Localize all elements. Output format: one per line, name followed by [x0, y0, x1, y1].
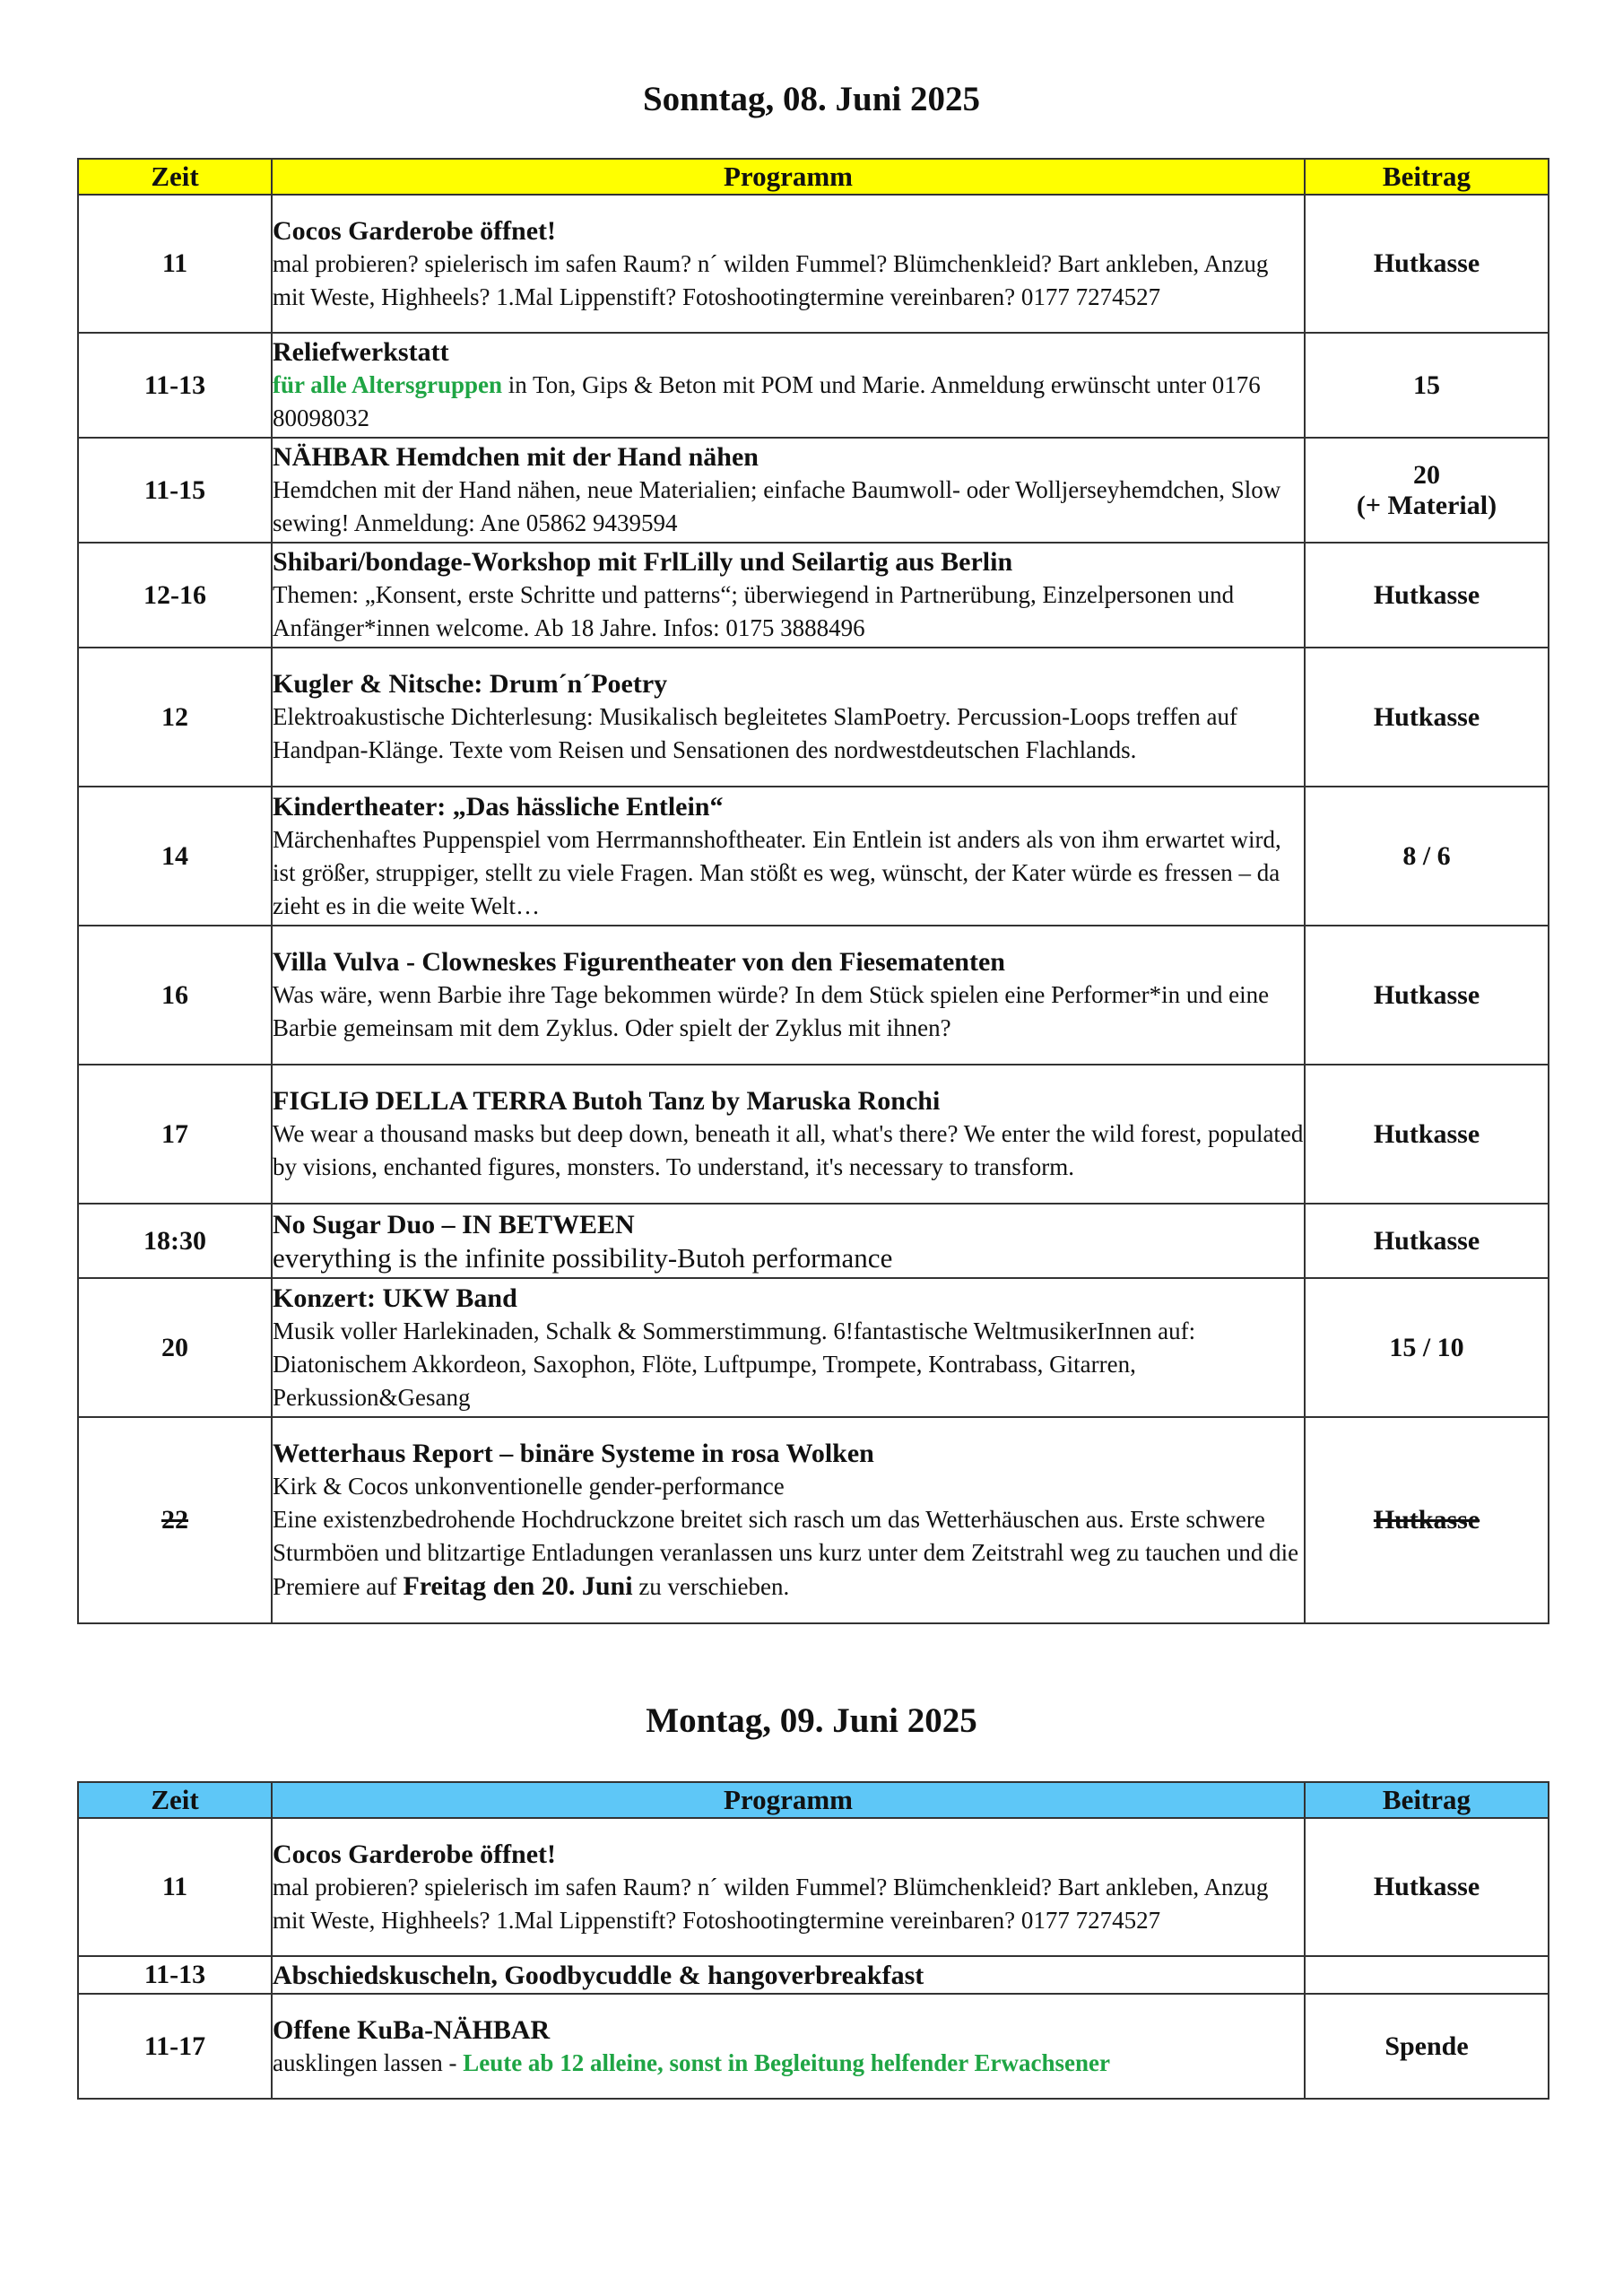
table-row — [78, 1818, 1549, 1956]
program-title: Konzert: UKW Band — [273, 1283, 517, 1313]
program-title: Cocos Garderobe öffnet! — [273, 215, 557, 246]
row-zeit: 11-15 — [78, 438, 272, 543]
program-description: Hemdchen mit der Hand nähen, neue Materialien; einfache Baumwoll- oder Wolljerseyhemdchen, Slow sewing! Anmeldung: Ane 05862 9439594 — [273, 476, 1281, 536]
row-programm — [272, 1278, 1305, 1417]
row-beitrag: Spende — [1305, 1994, 1549, 2099]
row-programm — [272, 1994, 1305, 2099]
table-row — [78, 1417, 1549, 1623]
row-zeit: 11 — [78, 1818, 272, 1956]
row-beitrag: 8 / 6 — [1305, 787, 1549, 926]
row-zeit: 11-13 — [78, 1956, 272, 1994]
row-zeit: 14 — [78, 787, 272, 926]
program-title: Kugler & Nitsche: Drum´n´Poetry — [273, 669, 668, 699]
row-zeit: 22 — [78, 1417, 272, 1623]
schedule-table-sunday — [77, 158, 1549, 1624]
description-text: ausklingen lassen - — [273, 2048, 464, 2076]
row-zeit: 20 — [78, 1278, 272, 1417]
row-zeit: 11-13 — [78, 333, 272, 438]
row-beitrag: Hutkasse — [1305, 1204, 1549, 1278]
row-beitrag: Hutkasse — [1305, 1818, 1549, 1956]
program-description: mal probieren? spielerisch im safen Raum? n´ wilden Fummel? Blümchenkleid? Bart ankleben, Anzug mit Weste, Highheels? 1.Mal Lippenstift? Fotoshootingtermine vereinbaren? 0177 7274527 — [273, 249, 1269, 310]
program-title: Wetterhaus Report – binäre Systeme in rosa Wolken — [273, 1439, 874, 1468]
table-header-row — [78, 159, 1549, 195]
program-title: FIGLIƏ DELLA TERRA Butoh Tanz by Maruska Ronchi — [273, 1086, 941, 1116]
header-programm: Programm — [272, 1782, 1305, 1818]
row-programm — [272, 1956, 1305, 1994]
program-description — [273, 1503, 1304, 1604]
row-zeit: 11 — [78, 195, 272, 333]
program-description: mal probieren? spielerisch im safen Raum? n´ wilden Fummel? Blümchenkleid? Bart ankleben, Anzug mit Weste, Highheels? 1.Mal Lippenstift? Fotoshootingtermine vereinbaren? 0177 7274527 — [273, 1873, 1269, 1934]
program-description: Themen: „Konsent, erste Schritte und patterns“; überwiegend in Partnerübung, Einzelpersonen und Anfänger*innen welcome. Ab 18 Jahre. Infos: 0175 3888496 — [273, 581, 1235, 641]
row-programm — [272, 1417, 1305, 1623]
row-zeit: 16 — [78, 926, 272, 1065]
beitrag-value: 20 — [1413, 459, 1440, 490]
beitrag-note: (+ Material) — [1356, 490, 1497, 520]
table-row — [78, 926, 1549, 1065]
table-header-row — [78, 1782, 1549, 1818]
row-programm — [272, 438, 1305, 543]
table-row — [78, 1956, 1549, 1994]
description-text: in Ton, Gips & Beton mit POM und Marie. Anmeldung erwünscht unter 0176 80098032 — [273, 371, 1261, 431]
table-row — [78, 1065, 1549, 1204]
table-row — [78, 333, 1549, 438]
table-row — [78, 543, 1549, 648]
row-beitrag — [1305, 438, 1549, 543]
row-beitrag: Hutkasse — [1305, 1065, 1549, 1204]
header-beitrag: Beitrag — [1305, 1782, 1549, 1818]
program-title: Cocos Garderobe öffnet! — [273, 1839, 557, 1869]
row-programm — [272, 1065, 1305, 1204]
table-row — [78, 648, 1549, 787]
program-description — [273, 2047, 1304, 2080]
program-title: Kindertheater: „Das hässliche Entlein“ — [273, 791, 724, 822]
row-beitrag: Hutkasse — [1305, 926, 1549, 1065]
row-beitrag: Hutkasse — [1305, 195, 1549, 333]
program-description: everything is the infinite possibility-Butoh performance — [273, 1241, 893, 1274]
row-zeit: 12-16 — [78, 543, 272, 648]
row-beitrag — [1305, 1956, 1549, 1994]
row-zeit: 17 — [78, 1065, 272, 1204]
program-title: NÄHBAR Hemdchen mit der Hand nähen — [273, 442, 759, 472]
program-subtitle: Kirk & Cocos unkonventionelle gender-performance — [273, 1473, 785, 1500]
row-beitrag: Hutkasse — [1305, 1417, 1549, 1623]
day1-title: Sonntag, 08. Juni 2025 — [642, 80, 981, 118]
program-description: Was wäre, wenn Barbie ihre Tage bekommen würde? In dem Stück spielen eine Performer*in und eine Barbie gemeinsam mit dem Zyklus. Oder spielt der Zyklus mit ihnen? — [273, 981, 1270, 1041]
table-row — [78, 1204, 1549, 1278]
green-highlight: für alle Altersgruppen — [273, 371, 502, 398]
table-row — [78, 1994, 1549, 2099]
green-highlight: Leute ab 12 alleine, sonst in Begleitung helfender Erwachsener — [463, 2048, 1110, 2076]
table-row — [78, 787, 1549, 926]
description-end: zu verschieben. — [632, 1573, 790, 1600]
header-zeit: Zeit — [78, 159, 272, 195]
program-title: Shibari/bondage-Workshop mit FrlLilly und Seilartig aus Berlin — [273, 547, 1013, 577]
header-beitrag: Beitrag — [1305, 159, 1549, 195]
row-programm — [272, 543, 1305, 648]
header-zeit: Zeit — [78, 1782, 272, 1818]
table-row — [78, 438, 1549, 543]
day2-title: Montag, 09. Juni 2025 — [646, 1701, 977, 1740]
row-zeit: 18:30 — [78, 1204, 272, 1278]
row-programm — [272, 333, 1305, 438]
program-description — [273, 369, 1304, 435]
program-title: Villa Vulva - Clowneskes Figurentheater von den Fiesematenten — [273, 947, 1005, 977]
schedule-table-monday — [77, 1781, 1549, 2100]
program-description: Musik voller Harlekinaden, Schalk & Sommerstimmung. 6!fantastische WeltmusikerInnen auf: Diatonischem Akkordeon, Saxophon, Flöte, Luftpumpe, Trompete, Kontrabass, Gitarren, Perkussion&Gesang — [273, 1317, 1196, 1411]
row-beitrag: Hutkasse — [1305, 648, 1549, 787]
header-programm: Programm — [272, 159, 1305, 195]
program-description: Märchenhaftes Puppenspiel vom Herrmannshoftheater. Ein Entlein ist anders als von ihm erwartet wird, ist größer, struppiger, stellt zu viele Fragen. Man stößt es weg, wünscht, der Kater würde es fressen – da zieht es in die weite Welt… — [273, 825, 1281, 919]
row-zeit: 11-17 — [78, 1994, 272, 2099]
table-row — [78, 195, 1549, 333]
row-beitrag: 15 / 10 — [1305, 1278, 1549, 1417]
row-beitrag: Hutkasse — [1305, 543, 1549, 648]
program-description: We wear a thousand masks but deep down, beneath it all, what's there? We enter the wild forest, populated by visions, enchanted figures, monsters. To understand, it's necessary to transform. — [273, 1120, 1304, 1180]
program-description: Elektroakustische Dichterlesung: Musikalisch begleitetes SlamPoetry. Percussion-Loops treffen auf Handpan-Klänge. Texte vom Reisen und Sensationen des nordwestdeutschen Flachlands. — [273, 703, 1237, 763]
program-title: Abschiedskuscheln, Goodbycuddle & hangoverbreakfast — [273, 1960, 924, 1990]
row-programm — [272, 195, 1305, 333]
row-programm — [272, 926, 1305, 1065]
program-title: Reliefwerkstatt — [273, 337, 449, 367]
table-row — [78, 1278, 1549, 1417]
program-title: No Sugar Duo – IN BETWEEN — [273, 1209, 635, 1239]
row-zeit: 12 — [78, 648, 272, 787]
row-beitrag: 15 — [1305, 333, 1549, 438]
row-programm — [272, 1204, 1305, 1278]
row-programm — [272, 787, 1305, 926]
program-title: Offene KuBa-NÄHBAR — [273, 2014, 551, 2045]
description-text: Eine existenzbedrohende Hochdruckzone breitet sich rasch um das Wetterhäuschen aus. Erste schwere Sturmböen und blitzartige Entladungen veranlassen uns kurz unter dem Zeitstrahl weg zu tauchen und die Premiere auf — [273, 1506, 1299, 1600]
row-programm — [272, 648, 1305, 787]
description-date: Freitag den 20. Juni — [403, 1571, 633, 1601]
row-programm — [272, 1818, 1305, 1956]
